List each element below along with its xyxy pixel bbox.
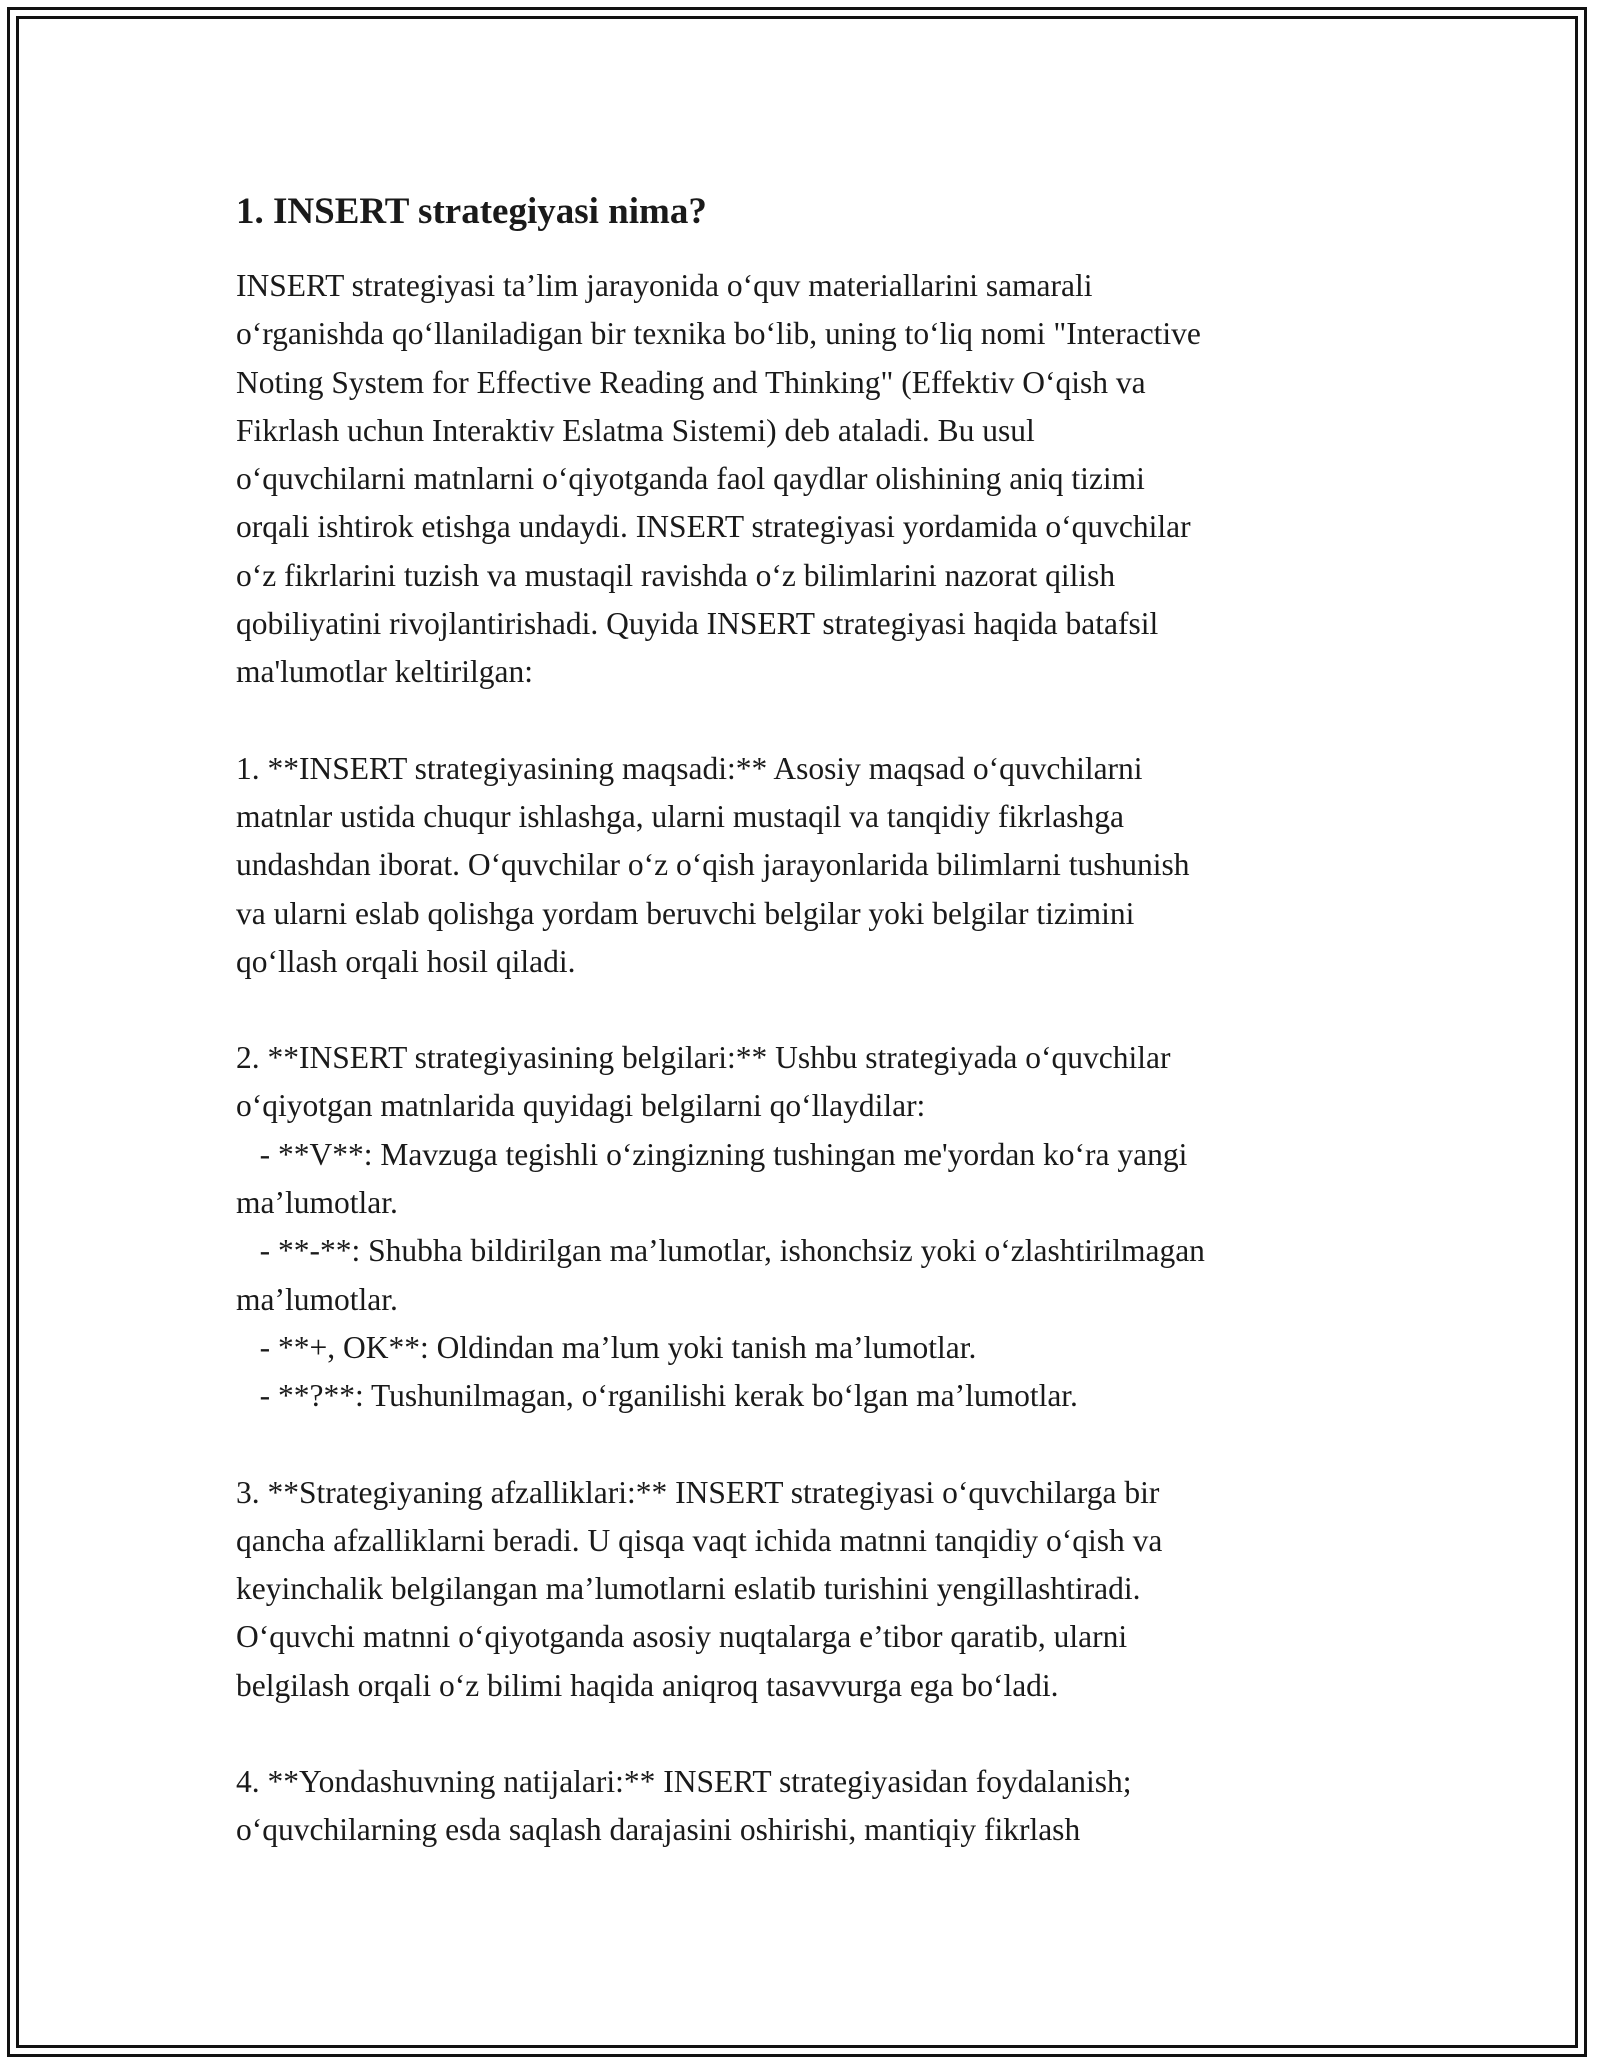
text-line: qo‘llash orqali hosil qiladi. [236,943,576,979]
text-line: - **V**: Mavzuga tegishli o‘zingizning tushingan me'yordan ko‘ra yangi [236,1136,1188,1172]
text-line: o‘quvchilarni matnlarni o‘qiyotganda faol qaydlar olishining aniq tizimi [236,461,1145,497]
text-line: Noting System for Effective Reading and Thinking" (Effektiv O‘qish va [236,364,1146,400]
text-line: o‘quvchilarning esda saqlash darajasini oshirishi, mantiqiy fikrlash [236,1812,1081,1848]
text-line: o‘qiyotgan matnlarida quyidagi belgilarni qo‘llaydilar: [236,1088,926,1124]
text-line: 2. **INSERT strategiyasining belgilari:** Ushbu strategiyada o‘quvchilar [236,1040,1171,1076]
text-line: ma’lumotlar. [236,1281,398,1317]
item-1-paragraph [236,745,1386,986]
text-line: belgilash orqali o‘z bilimi haqida aniqroq tasavvurga ega bo‘ladi. [236,1667,1059,1703]
text-line: - **+, OK**: Oldindan ma’lum yoki tanish ma’lumotlar. [236,1329,977,1365]
text-line: qancha afzalliklarni beradi. U qisqa vaqt ichida matnni tanqidiy o‘qish va [236,1522,1163,1558]
text-line: orqali ishtirok etishga undaydi. INSERT strategiyasi yordamida o‘quvchilar [236,509,1191,545]
text-line: 4. **Yondashuvning natijalari:** INSERT strategiyasidan foydalanish; [236,1764,1132,1800]
text-line: ma'lumotlar keltirilgan: [236,654,533,690]
item-3-paragraph [236,1469,1386,1710]
text-line: INSERT strategiyasi ta’lim jarayonida o‘quv materiallarini samarali [236,268,1093,303]
text-line: 1. **INSERT strategiyasining maqsadi:** Asosiy maqsad o‘quvchilarni [236,750,1143,786]
item-4-paragraph [236,1758,1386,1855]
text-line: va ularni eslab qolishga yordam beruvchi belgilar yoki belgilar tizimini [236,895,1135,931]
intro-paragraph [236,262,1386,697]
text-line: qobiliyatini rivojlantirishadi. Quyida INSERT strategiyasi haqida batafsil [236,606,1159,642]
section-title: 1. INSERT strategiyasi nima? [236,191,707,232]
text-line: 3. **Strategiyaning afzalliklari:** INSERT strategiyasi o‘quvchilarga bir [236,1474,1160,1510]
text-line: ma’lumotlar. [236,1185,398,1221]
text-line: O‘quvchi matnni o‘qiyotganda asosiy nuqtalarga e’tibor qaratib, ularni [236,1619,1128,1655]
text-line: Fikrlash uchun Interaktiv Eslatma Sistemi) deb ataladi. Bu usul [236,412,1035,448]
text-line: o‘z fikrlarini tuzish va mustaqil ravishda o‘z bilimlarini nazorat qilish [236,557,1116,593]
text-line: keyinchalik belgilangan ma’lumotlarni eslatib turishini yengillashtiradi. [236,1571,1141,1607]
text-line: undashdan iborat. O‘quvchilar o‘z o‘qish jarayonlarida bilimlarni tushunish [236,847,1190,883]
item-2-paragraph [236,1034,1386,1420]
text-line: - **?**: Tushunilmagan, o‘rganilishi kerak bo‘lgan ma’lumotlar. [236,1378,1078,1414]
text-line: - **-**: Shubha bildirilgan ma’lumotlar, ishonchsiz yoki o‘zlashtirilmagan [236,1233,1205,1269]
document-body [236,188,1386,1903]
text-line: matnlar ustida chuqur ishlashga, ularni mustaqil va tanqidiy fikrlashga [236,798,1124,834]
text-line: o‘rganishda qo‘llaniladigan bir texnika bo‘lib, uning to‘liq nomi "Interactive [236,316,1201,352]
